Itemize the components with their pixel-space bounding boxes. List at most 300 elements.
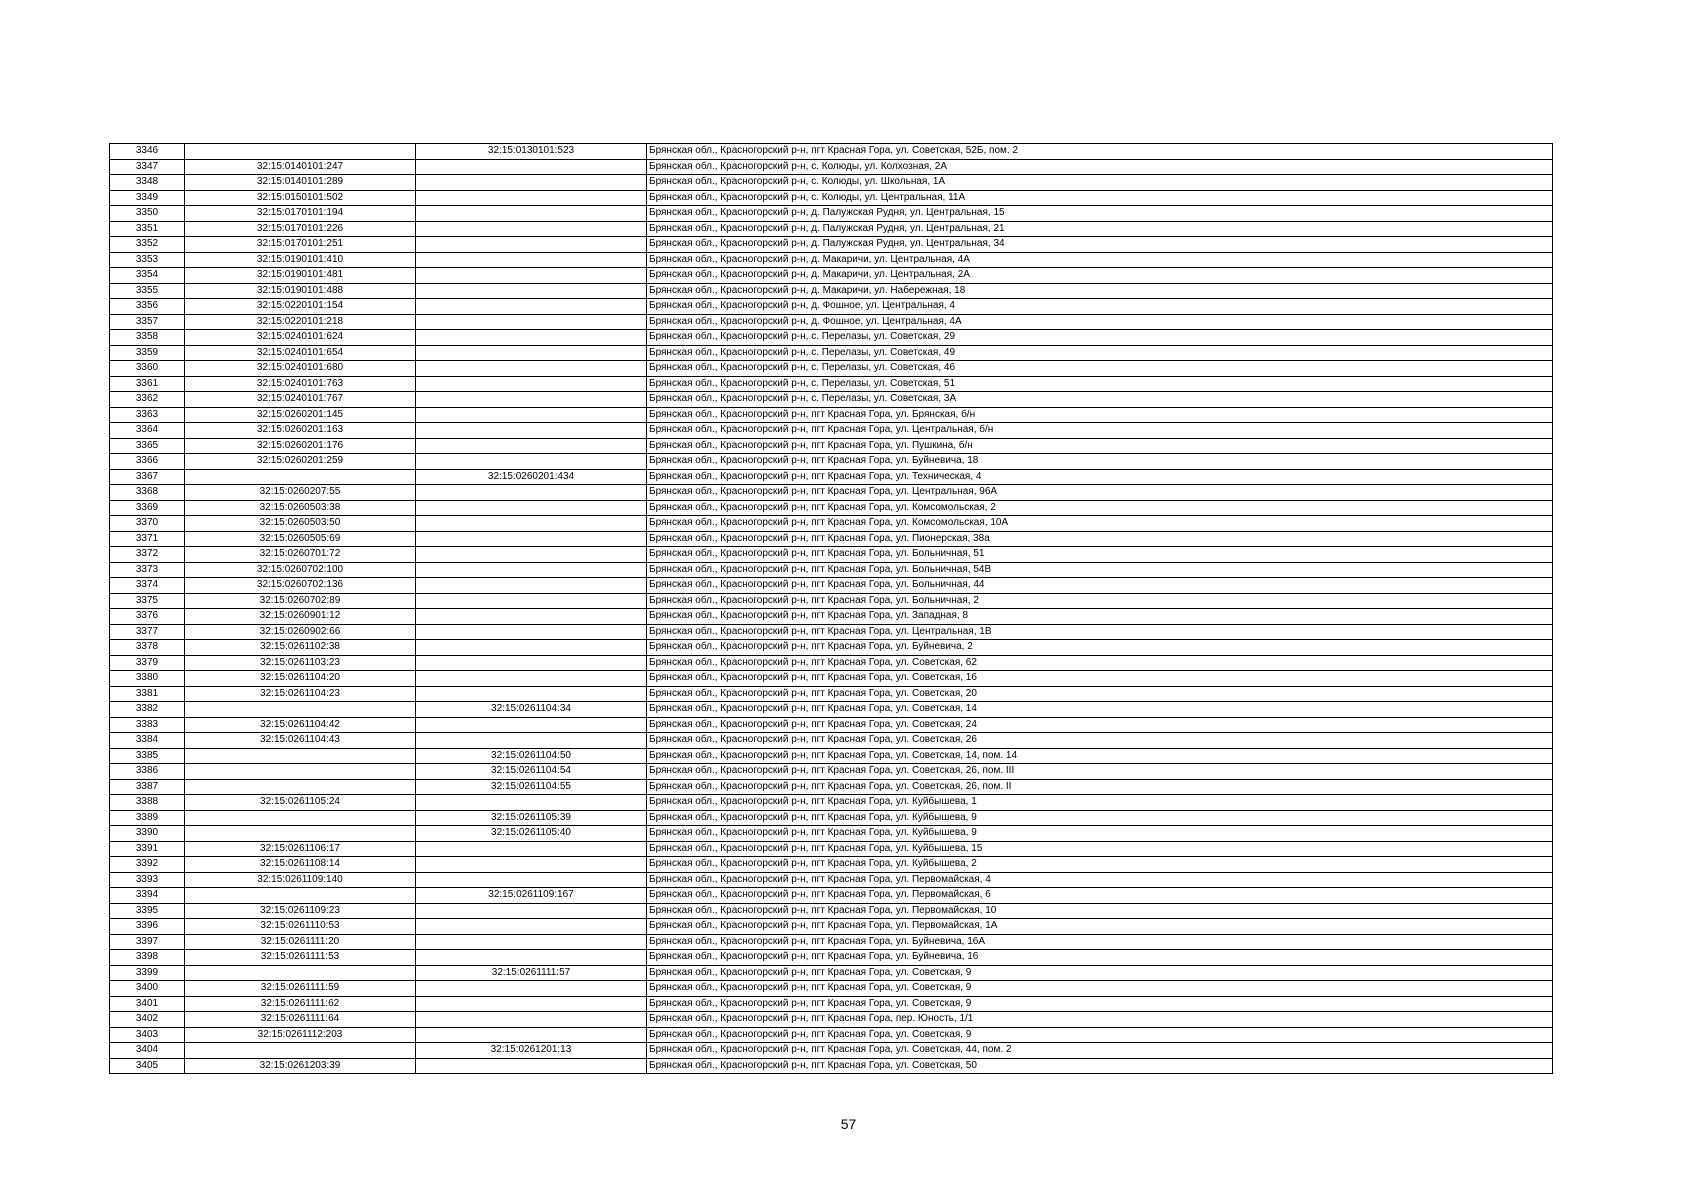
table-row <box>110 361 1553 377</box>
address-cell: Брянская обл., Красногорский р-н, пгт Красная Гора, ул. Буйневича, 18 <box>647 454 1553 470</box>
land-cadastral-number-cell: 32:15:0190101:410 <box>185 252 416 268</box>
table-row <box>110 1043 1553 1059</box>
land-cadastral-number-cell: 32:15:0261112:203 <box>185 1027 416 1043</box>
table-row <box>110 438 1553 454</box>
building-cadastral-number-cell: 32:15:0261104:50 <box>416 748 647 764</box>
land-cadastral-number-cell: 32:15:0261111:53 <box>185 950 416 966</box>
land-cadastral-number-cell: 32:15:0261111:62 <box>185 996 416 1012</box>
building-cadastral-number-cell <box>416 841 647 857</box>
building-cadastral-number-cell <box>416 857 647 873</box>
table-row <box>110 1058 1553 1074</box>
row-number-cell: 3358 <box>110 330 185 346</box>
land-cadastral-number-cell: 32:15:0170101:251 <box>185 237 416 253</box>
table-row <box>110 485 1553 501</box>
address-cell: Брянская обл., Красногорский р-н, пгт Красная Гора, ул. Больничная, 44 <box>647 578 1553 594</box>
address-cell: Брянская обл., Красногорский р-н, пгт Красная Гора, ул. Первомайская, 1А <box>647 919 1553 935</box>
land-cadastral-number-cell <box>185 748 416 764</box>
land-cadastral-number-cell <box>185 826 416 842</box>
address-cell: Брянская обл., Красногорский р-н, д. Фошное, ул. Центральная, 4 <box>647 299 1553 315</box>
address-cell: Брянская обл., Красногорский р-н, пгт Красная Гора, ул. Техническая, 4 <box>647 469 1553 485</box>
building-cadastral-number-cell: 32:15:0261105:39 <box>416 810 647 826</box>
cadastral-registry-table <box>109 143 1553 1074</box>
building-cadastral-number-cell <box>416 423 647 439</box>
address-cell: Брянская обл., Красногорский р-н, д. Палужская Рудня, ул. Центральная, 15 <box>647 206 1553 222</box>
building-cadastral-number-cell <box>416 795 647 811</box>
building-cadastral-number-cell <box>416 454 647 470</box>
building-cadastral-number-cell: 32:15:0260201:434 <box>416 469 647 485</box>
row-number-cell: 3388 <box>110 795 185 811</box>
row-number-cell: 3374 <box>110 578 185 594</box>
table-row <box>110 500 1553 516</box>
table-row <box>110 454 1553 470</box>
address-cell: Брянская обл., Красногорский р-н, пгт Красная Гора, ул. Брянская, б/н <box>647 407 1553 423</box>
row-number-cell: 3350 <box>110 206 185 222</box>
land-cadastral-number-cell: 32:15:0261108:14 <box>185 857 416 873</box>
table-row <box>110 810 1553 826</box>
table-row <box>110 996 1553 1012</box>
land-cadastral-number-cell: 32:15:0260701:72 <box>185 547 416 563</box>
address-cell: Брянская обл., Красногорский р-н, пгт Красная Гора, ул. Куйбышева, 15 <box>647 841 1553 857</box>
land-cadastral-number-cell: 32:15:0261102:38 <box>185 640 416 656</box>
address-cell: Брянская обл., Красногорский р-н, пгт Красная Гора, ул. Больничная, 51 <box>647 547 1553 563</box>
address-cell: Брянская обл., Красногорский р-н, д. Макаричи, ул. Центральная, 4А <box>647 252 1553 268</box>
land-cadastral-number-cell <box>185 144 416 160</box>
building-cadastral-number-cell <box>416 562 647 578</box>
table-row <box>110 531 1553 547</box>
table-row <box>110 671 1553 687</box>
land-cadastral-number-cell <box>185 702 416 718</box>
land-cadastral-number-cell: 32:15:0240101:763 <box>185 376 416 392</box>
land-cadastral-number-cell: 32:15:0260503:50 <box>185 516 416 532</box>
land-cadastral-number-cell: 32:15:0260702:136 <box>185 578 416 594</box>
building-cadastral-number-cell <box>416 175 647 191</box>
address-cell: Брянская обл., Красногорский р-н, с. Перелазы, ул. Советская, 49 <box>647 345 1553 361</box>
page-number: 57 <box>840 1116 857 1132</box>
address-cell: Брянская обл., Красногорский р-н, с. Перелазы, ул. Советская, 3А <box>647 392 1553 408</box>
table-row <box>110 748 1553 764</box>
land-cadastral-number-cell: 32:15:0220101:154 <box>185 299 416 315</box>
address-cell: Брянская обл., Красногорский р-н, с. Перелазы, ул. Советская, 51 <box>647 376 1553 392</box>
table-row <box>110 252 1553 268</box>
building-cadastral-number-cell: 32:15:0261104:54 <box>416 764 647 780</box>
building-cadastral-number-cell <box>416 237 647 253</box>
table-row <box>110 578 1553 594</box>
table-row <box>110 345 1553 361</box>
address-cell: Брянская обл., Красногорский р-н, пгт Красная Гора, ул. Буйневича, 2 <box>647 640 1553 656</box>
building-cadastral-number-cell <box>416 593 647 609</box>
building-cadastral-number-cell <box>416 640 647 656</box>
building-cadastral-number-cell <box>416 578 647 594</box>
building-cadastral-number-cell <box>416 1027 647 1043</box>
row-number-cell: 3367 <box>110 469 185 485</box>
table-row <box>110 919 1553 935</box>
table-row <box>110 872 1553 888</box>
building-cadastral-number-cell <box>416 919 647 935</box>
address-cell: Брянская обл., Красногорский р-н, пгт Красная Гора, ул. Советская, 26 <box>647 733 1553 749</box>
building-cadastral-number-cell <box>416 655 647 671</box>
table-row <box>110 237 1553 253</box>
row-number-cell: 3354 <box>110 268 185 284</box>
address-cell: Брянская обл., Красногорский р-н, пгт Красная Гора, ул. Пионерская, 38а <box>647 531 1553 547</box>
address-cell: Брянская обл., Красногорский р-н, пгт Красная Гора, ул. Советская, 14 <box>647 702 1553 718</box>
land-cadastral-number-cell: 32:15:0150101:502 <box>185 190 416 206</box>
table-row <box>110 283 1553 299</box>
address-cell: Брянская обл., Красногорский р-н, пгт Красная Гора, ул. Первомайская, 6 <box>647 888 1553 904</box>
land-cadastral-number-cell: 32:15:0140101:247 <box>185 159 416 175</box>
table-row <box>110 392 1553 408</box>
building-cadastral-number-cell <box>416 624 647 640</box>
table-row <box>110 206 1553 222</box>
row-number-cell: 3402 <box>110 1012 185 1028</box>
table-row <box>110 655 1553 671</box>
table-row <box>110 609 1553 625</box>
row-number-cell: 3371 <box>110 531 185 547</box>
land-cadastral-number-cell: 32:15:0260702:100 <box>185 562 416 578</box>
row-number-cell: 3365 <box>110 438 185 454</box>
land-cadastral-number-cell: 32:15:0260201:145 <box>185 407 416 423</box>
building-cadastral-number-cell <box>416 407 647 423</box>
building-cadastral-number-cell <box>416 981 647 997</box>
address-cell: Брянская обл., Красногорский р-н, пгт Красная Гора, ул. Буйневича, 16А <box>647 934 1553 950</box>
row-number-cell: 3352 <box>110 237 185 253</box>
building-cadastral-number-cell: 32:15:0261104:55 <box>416 779 647 795</box>
land-cadastral-number-cell: 32:15:0261104:20 <box>185 671 416 687</box>
address-cell: Брянская обл., Красногорский р-н, пгт Красная Гора, ул. Советская, 9 <box>647 996 1553 1012</box>
table-row <box>110 314 1553 330</box>
building-cadastral-number-cell: 32:15:0261104:34 <box>416 702 647 718</box>
table-row <box>110 950 1553 966</box>
table-row <box>110 1027 1553 1043</box>
land-cadastral-number-cell <box>185 469 416 485</box>
row-number-cell: 3385 <box>110 748 185 764</box>
building-cadastral-number-cell <box>416 283 647 299</box>
building-cadastral-number-cell <box>416 252 647 268</box>
table-row <box>110 965 1553 981</box>
table-row <box>110 903 1553 919</box>
row-number-cell: 3353 <box>110 252 185 268</box>
building-cadastral-number-cell <box>416 314 647 330</box>
land-cadastral-number-cell: 32:15:0190101:488 <box>185 283 416 299</box>
row-number-cell: 3384 <box>110 733 185 749</box>
row-number-cell: 3355 <box>110 283 185 299</box>
address-cell: Брянская обл., Красногорский р-н, пгт Красная Гора, пер. Юность, 1/1 <box>647 1012 1553 1028</box>
table-row <box>110 562 1553 578</box>
building-cadastral-number-cell <box>416 190 647 206</box>
row-number-cell: 3346 <box>110 144 185 160</box>
table-row <box>110 268 1553 284</box>
building-cadastral-number-cell <box>416 221 647 237</box>
row-number-cell: 3392 <box>110 857 185 873</box>
building-cadastral-number-cell <box>416 361 647 377</box>
table-row <box>110 624 1553 640</box>
address-cell: Брянская обл., Красногорский р-н, пгт Красная Гора, ул. Центральная, 96А <box>647 485 1553 501</box>
row-number-cell: 3356 <box>110 299 185 315</box>
address-cell: Брянская обл., Красногорский р-н, пгт Красная Гора, ул. Западная, 8 <box>647 609 1553 625</box>
building-cadastral-number-cell <box>416 950 647 966</box>
address-cell: Брянская обл., Красногорский р-н, пгт Красная Гора, ул. Первомайская, 10 <box>647 903 1553 919</box>
building-cadastral-number-cell <box>416 996 647 1012</box>
table-row <box>110 190 1553 206</box>
building-cadastral-number-cell <box>416 934 647 950</box>
address-cell: Брянская обл., Красногорский р-н, пгт Красная Гора, ул. Советская, 16 <box>647 671 1553 687</box>
building-cadastral-number-cell <box>416 733 647 749</box>
row-number-cell: 3400 <box>110 981 185 997</box>
table-row <box>110 841 1553 857</box>
address-cell: Брянская обл., Красногорский р-н, пгт Красная Гора, ул. Пушкина, б/н <box>647 438 1553 454</box>
table-row <box>110 764 1553 780</box>
building-cadastral-number-cell <box>416 717 647 733</box>
row-number-cell: 3397 <box>110 934 185 950</box>
address-cell: Брянская обл., Красногорский р-н, д. Макаричи, ул. Центральная, 2А <box>647 268 1553 284</box>
land-cadastral-number-cell: 32:15:0261104:42 <box>185 717 416 733</box>
building-cadastral-number-cell: 32:15:0261111:57 <box>416 965 647 981</box>
address-cell: Брянская обл., Красногорский р-н, пгт Красная Гора, ул. Первомайская, 4 <box>647 872 1553 888</box>
land-cadastral-number-cell <box>185 965 416 981</box>
row-number-cell: 3360 <box>110 361 185 377</box>
address-cell: Брянская обл., Красногорский р-н, д. Палужская Рудня, ул. Центральная, 21 <box>647 221 1553 237</box>
address-cell: Брянская обл., Красногорский р-н, пгт Красная Гора, ул. Советская, 9 <box>647 1027 1553 1043</box>
land-cadastral-number-cell <box>185 810 416 826</box>
row-number-cell: 3375 <box>110 593 185 609</box>
land-cadastral-number-cell: 32:15:0260902:66 <box>185 624 416 640</box>
land-cadastral-number-cell: 32:15:0261104:23 <box>185 686 416 702</box>
land-cadastral-number-cell: 32:15:0261111:64 <box>185 1012 416 1028</box>
address-cell: Брянская обл., Красногорский р-н, пгт Красная Гора, ул. Советская, 24 <box>647 717 1553 733</box>
address-cell: Брянская обл., Красногорский р-н, пгт Красная Гора, ул. Куйбышева, 2 <box>647 857 1553 873</box>
table-row <box>110 547 1553 563</box>
land-cadastral-number-cell: 32:15:0260201:176 <box>185 438 416 454</box>
land-cadastral-number-cell: 32:15:0261103:23 <box>185 655 416 671</box>
row-number-cell: 3364 <box>110 423 185 439</box>
land-cadastral-number-cell: 32:15:0240101:680 <box>185 361 416 377</box>
land-cadastral-number-cell: 32:15:0261106:17 <box>185 841 416 857</box>
address-cell: Брянская обл., Красногорский р-н, пгт Красная Гора, ул. Советская, 14, пом. 14 <box>647 748 1553 764</box>
address-cell: Брянская обл., Красногорский р-н, пгт Красная Гора, ул. Советская, 9 <box>647 965 1553 981</box>
row-number-cell: 3348 <box>110 175 185 191</box>
table-row <box>110 159 1553 175</box>
row-number-cell: 3357 <box>110 314 185 330</box>
row-number-cell: 3372 <box>110 547 185 563</box>
row-number-cell: 3391 <box>110 841 185 857</box>
row-number-cell: 3368 <box>110 485 185 501</box>
land-cadastral-number-cell: 32:15:0261109:140 <box>185 872 416 888</box>
table-row <box>110 795 1553 811</box>
address-cell: Брянская обл., Красногорский р-н, с. Колюды, ул. Колхозная, 2А <box>647 159 1553 175</box>
table-row <box>110 733 1553 749</box>
building-cadastral-number-cell <box>416 531 647 547</box>
row-number-cell: 3381 <box>110 686 185 702</box>
table-row <box>110 686 1553 702</box>
building-cadastral-number-cell <box>416 206 647 222</box>
building-cadastral-number-cell <box>416 516 647 532</box>
table-row <box>110 407 1553 423</box>
building-cadastral-number-cell <box>416 345 647 361</box>
address-cell: Брянская обл., Красногорский р-н, пгт Красная Гора, ул. Комсомольская, 10А <box>647 516 1553 532</box>
land-cadastral-number-cell: 32:15:0240101:624 <box>185 330 416 346</box>
table-row <box>110 221 1553 237</box>
table-row <box>110 826 1553 842</box>
address-cell: Брянская обл., Красногорский р-н, с. Колюды, ул. Школьная, 1А <box>647 175 1553 191</box>
building-cadastral-number-cell <box>416 609 647 625</box>
row-number-cell: 3382 <box>110 702 185 718</box>
table-row <box>110 857 1553 873</box>
building-cadastral-number-cell <box>416 485 647 501</box>
land-cadastral-number-cell: 32:15:0261104:43 <box>185 733 416 749</box>
table-row <box>110 423 1553 439</box>
row-number-cell: 3351 <box>110 221 185 237</box>
table-row <box>110 640 1553 656</box>
address-cell: Брянская обл., Красногорский р-н, пгт Красная Гора, ул. Советская, 50 <box>647 1058 1553 1074</box>
table-row <box>110 175 1553 191</box>
address-cell: Брянская обл., Красногорский р-н, с. Колюды, ул. Центральная, 11А <box>647 190 1553 206</box>
land-cadastral-number-cell <box>185 764 416 780</box>
table-row <box>110 934 1553 950</box>
table-row <box>110 516 1553 532</box>
row-number-cell: 3390 <box>110 826 185 842</box>
land-cadastral-number-cell: 32:15:0190101:481 <box>185 268 416 284</box>
building-cadastral-number-cell <box>416 1012 647 1028</box>
table-row <box>110 981 1553 997</box>
address-cell: Брянская обл., Красногорский р-н, пгт Красная Гора, ул. Советская, 26, пом. III <box>647 764 1553 780</box>
address-cell: Брянская обл., Красногорский р-н, пгт Красная Гора, ул. Советская, 44, пом. 2 <box>647 1043 1553 1059</box>
building-cadastral-number-cell: 32:15:0261109:167 <box>416 888 647 904</box>
land-cadastral-number-cell: 32:15:0261111:59 <box>185 981 416 997</box>
table-row <box>110 144 1553 160</box>
row-number-cell: 3366 <box>110 454 185 470</box>
row-number-cell: 3380 <box>110 671 185 687</box>
row-number-cell: 3363 <box>110 407 185 423</box>
address-cell: Брянская обл., Красногорский р-н, пгт Красная Гора, ул. Больничная, 54В <box>647 562 1553 578</box>
address-cell: Брянская обл., Красногорский р-н, пгт Красная Гора, ул. Куйбышева, 9 <box>647 810 1553 826</box>
land-cadastral-number-cell: 32:15:0240101:654 <box>185 345 416 361</box>
address-cell: Брянская обл., Красногорский р-н, пгт Красная Гора, ул. Куйбышева, 1 <box>647 795 1553 811</box>
row-number-cell: 3369 <box>110 500 185 516</box>
row-number-cell: 3347 <box>110 159 185 175</box>
address-cell: Брянская обл., Красногорский р-н, пгт Красная Гора, ул. Центральная, 1В <box>647 624 1553 640</box>
building-cadastral-number-cell <box>416 392 647 408</box>
address-cell: Брянская обл., Красногорский р-н, с. Перелазы, ул. Советская, 46 <box>647 361 1553 377</box>
address-cell: Брянская обл., Красногорский р-н, пгт Красная Гора, ул. Комсомольская, 2 <box>647 500 1553 516</box>
land-cadastral-number-cell: 32:15:0260201:259 <box>185 454 416 470</box>
building-cadastral-number-cell <box>416 872 647 888</box>
row-number-cell: 3349 <box>110 190 185 206</box>
row-number-cell: 3362 <box>110 392 185 408</box>
row-number-cell: 3403 <box>110 1027 185 1043</box>
address-cell: Брянская обл., Красногорский р-н, пгт Красная Гора, ул. Советская, 9 <box>647 981 1553 997</box>
building-cadastral-number-cell <box>416 500 647 516</box>
land-cadastral-number-cell <box>185 779 416 795</box>
building-cadastral-number-cell <box>416 268 647 284</box>
address-cell: Брянская обл., Красногорский р-н, пгт Красная Гора, ул. Куйбышева, 9 <box>647 826 1553 842</box>
building-cadastral-number-cell <box>416 547 647 563</box>
address-cell: Брянская обл., Красногорский р-н, д. Макаричи, ул. Набережная, 18 <box>647 283 1553 299</box>
table-row <box>110 299 1553 315</box>
land-cadastral-number-cell: 32:15:0261111:20 <box>185 934 416 950</box>
building-cadastral-number-cell <box>416 903 647 919</box>
row-number-cell: 3395 <box>110 903 185 919</box>
land-cadastral-number-cell <box>185 1043 416 1059</box>
address-cell: Брянская обл., Красногорский р-н, д. Палужская Рудня, ул. Центральная, 34 <box>647 237 1553 253</box>
row-number-cell: 3370 <box>110 516 185 532</box>
row-number-cell: 3359 <box>110 345 185 361</box>
address-cell: Брянская обл., Красногорский р-н, д. Фошное, ул. Центральная, 4А <box>647 314 1553 330</box>
row-number-cell: 3379 <box>110 655 185 671</box>
address-cell: Брянская обл., Красногорский р-н, пгт Красная Гора, ул. Буйневича, 16 <box>647 950 1553 966</box>
building-cadastral-number-cell: 32:15:0261105:40 <box>416 826 647 842</box>
address-cell: Брянская обл., Красногорский р-н, пгт Красная Гора, ул. Советская, 62 <box>647 655 1553 671</box>
row-number-cell: 3404 <box>110 1043 185 1059</box>
address-cell: Брянская обл., Красногорский р-н, пгт Красная Гора, ул. Советская, 52Б, пом. 2 <box>647 144 1553 160</box>
table-row <box>110 469 1553 485</box>
building-cadastral-number-cell <box>416 330 647 346</box>
land-cadastral-number-cell: 32:15:0261110:53 <box>185 919 416 935</box>
row-number-cell: 3361 <box>110 376 185 392</box>
table-row <box>110 779 1553 795</box>
land-cadastral-number-cell: 32:15:0170101:226 <box>185 221 416 237</box>
land-cadastral-number-cell <box>185 888 416 904</box>
row-number-cell: 3378 <box>110 640 185 656</box>
land-cadastral-number-cell: 32:15:0140101:289 <box>185 175 416 191</box>
land-cadastral-number-cell: 32:15:0260503:38 <box>185 500 416 516</box>
row-number-cell: 3394 <box>110 888 185 904</box>
building-cadastral-number-cell: 32:15:0130101:523 <box>416 144 647 160</box>
row-number-cell: 3387 <box>110 779 185 795</box>
row-number-cell: 3377 <box>110 624 185 640</box>
land-cadastral-number-cell: 32:15:0170101:194 <box>185 206 416 222</box>
table-row <box>110 1012 1553 1028</box>
building-cadastral-number-cell <box>416 438 647 454</box>
address-cell: Брянская обл., Красногорский р-н, пгт Красная Гора, ул. Больничная, 2 <box>647 593 1553 609</box>
row-number-cell: 3373 <box>110 562 185 578</box>
land-cadastral-number-cell: 32:15:0240101:767 <box>185 392 416 408</box>
row-number-cell: 3398 <box>110 950 185 966</box>
table-row <box>110 717 1553 733</box>
land-cadastral-number-cell: 32:15:0260207:55 <box>185 485 416 501</box>
building-cadastral-number-cell <box>416 299 647 315</box>
address-cell: Брянская обл., Красногорский р-н, пгт Красная Гора, ул. Советская, 26, пом. II <box>647 779 1553 795</box>
building-cadastral-number-cell: 32:15:0261201:13 <box>416 1043 647 1059</box>
table-row <box>110 330 1553 346</box>
table-row <box>110 702 1553 718</box>
land-cadastral-number-cell: 32:15:0260702:89 <box>185 593 416 609</box>
land-cadastral-number-cell: 32:15:0260505:69 <box>185 531 416 547</box>
address-cell: Брянская обл., Красногорский р-н, с. Перелазы, ул. Советская, 29 <box>647 330 1553 346</box>
table-row <box>110 593 1553 609</box>
row-number-cell: 3405 <box>110 1058 185 1074</box>
building-cadastral-number-cell <box>416 376 647 392</box>
land-cadastral-number-cell: 32:15:0261109:23 <box>185 903 416 919</box>
building-cadastral-number-cell <box>416 159 647 175</box>
row-number-cell: 3389 <box>110 810 185 826</box>
address-cell: Брянская обл., Красногорский р-н, пгт Красная Гора, ул. Центральная, б/н <box>647 423 1553 439</box>
land-cadastral-number-cell: 32:15:0260901:12 <box>185 609 416 625</box>
row-number-cell: 3383 <box>110 717 185 733</box>
row-number-cell: 3376 <box>110 609 185 625</box>
row-number-cell: 3396 <box>110 919 185 935</box>
address-cell: Брянская обл., Красногорский р-н, пгт Красная Гора, ул. Советская, 20 <box>647 686 1553 702</box>
land-cadastral-number-cell: 32:15:0261105:24 <box>185 795 416 811</box>
table-row <box>110 376 1553 392</box>
building-cadastral-number-cell <box>416 1058 647 1074</box>
row-number-cell: 3399 <box>110 965 185 981</box>
building-cadastral-number-cell <box>416 686 647 702</box>
building-cadastral-number-cell <box>416 671 647 687</box>
row-number-cell: 3401 <box>110 996 185 1012</box>
land-cadastral-number-cell: 32:15:0220101:218 <box>185 314 416 330</box>
land-cadastral-number-cell: 32:15:0260201:163 <box>185 423 416 439</box>
table-body <box>110 144 1553 1074</box>
table-row <box>110 888 1553 904</box>
